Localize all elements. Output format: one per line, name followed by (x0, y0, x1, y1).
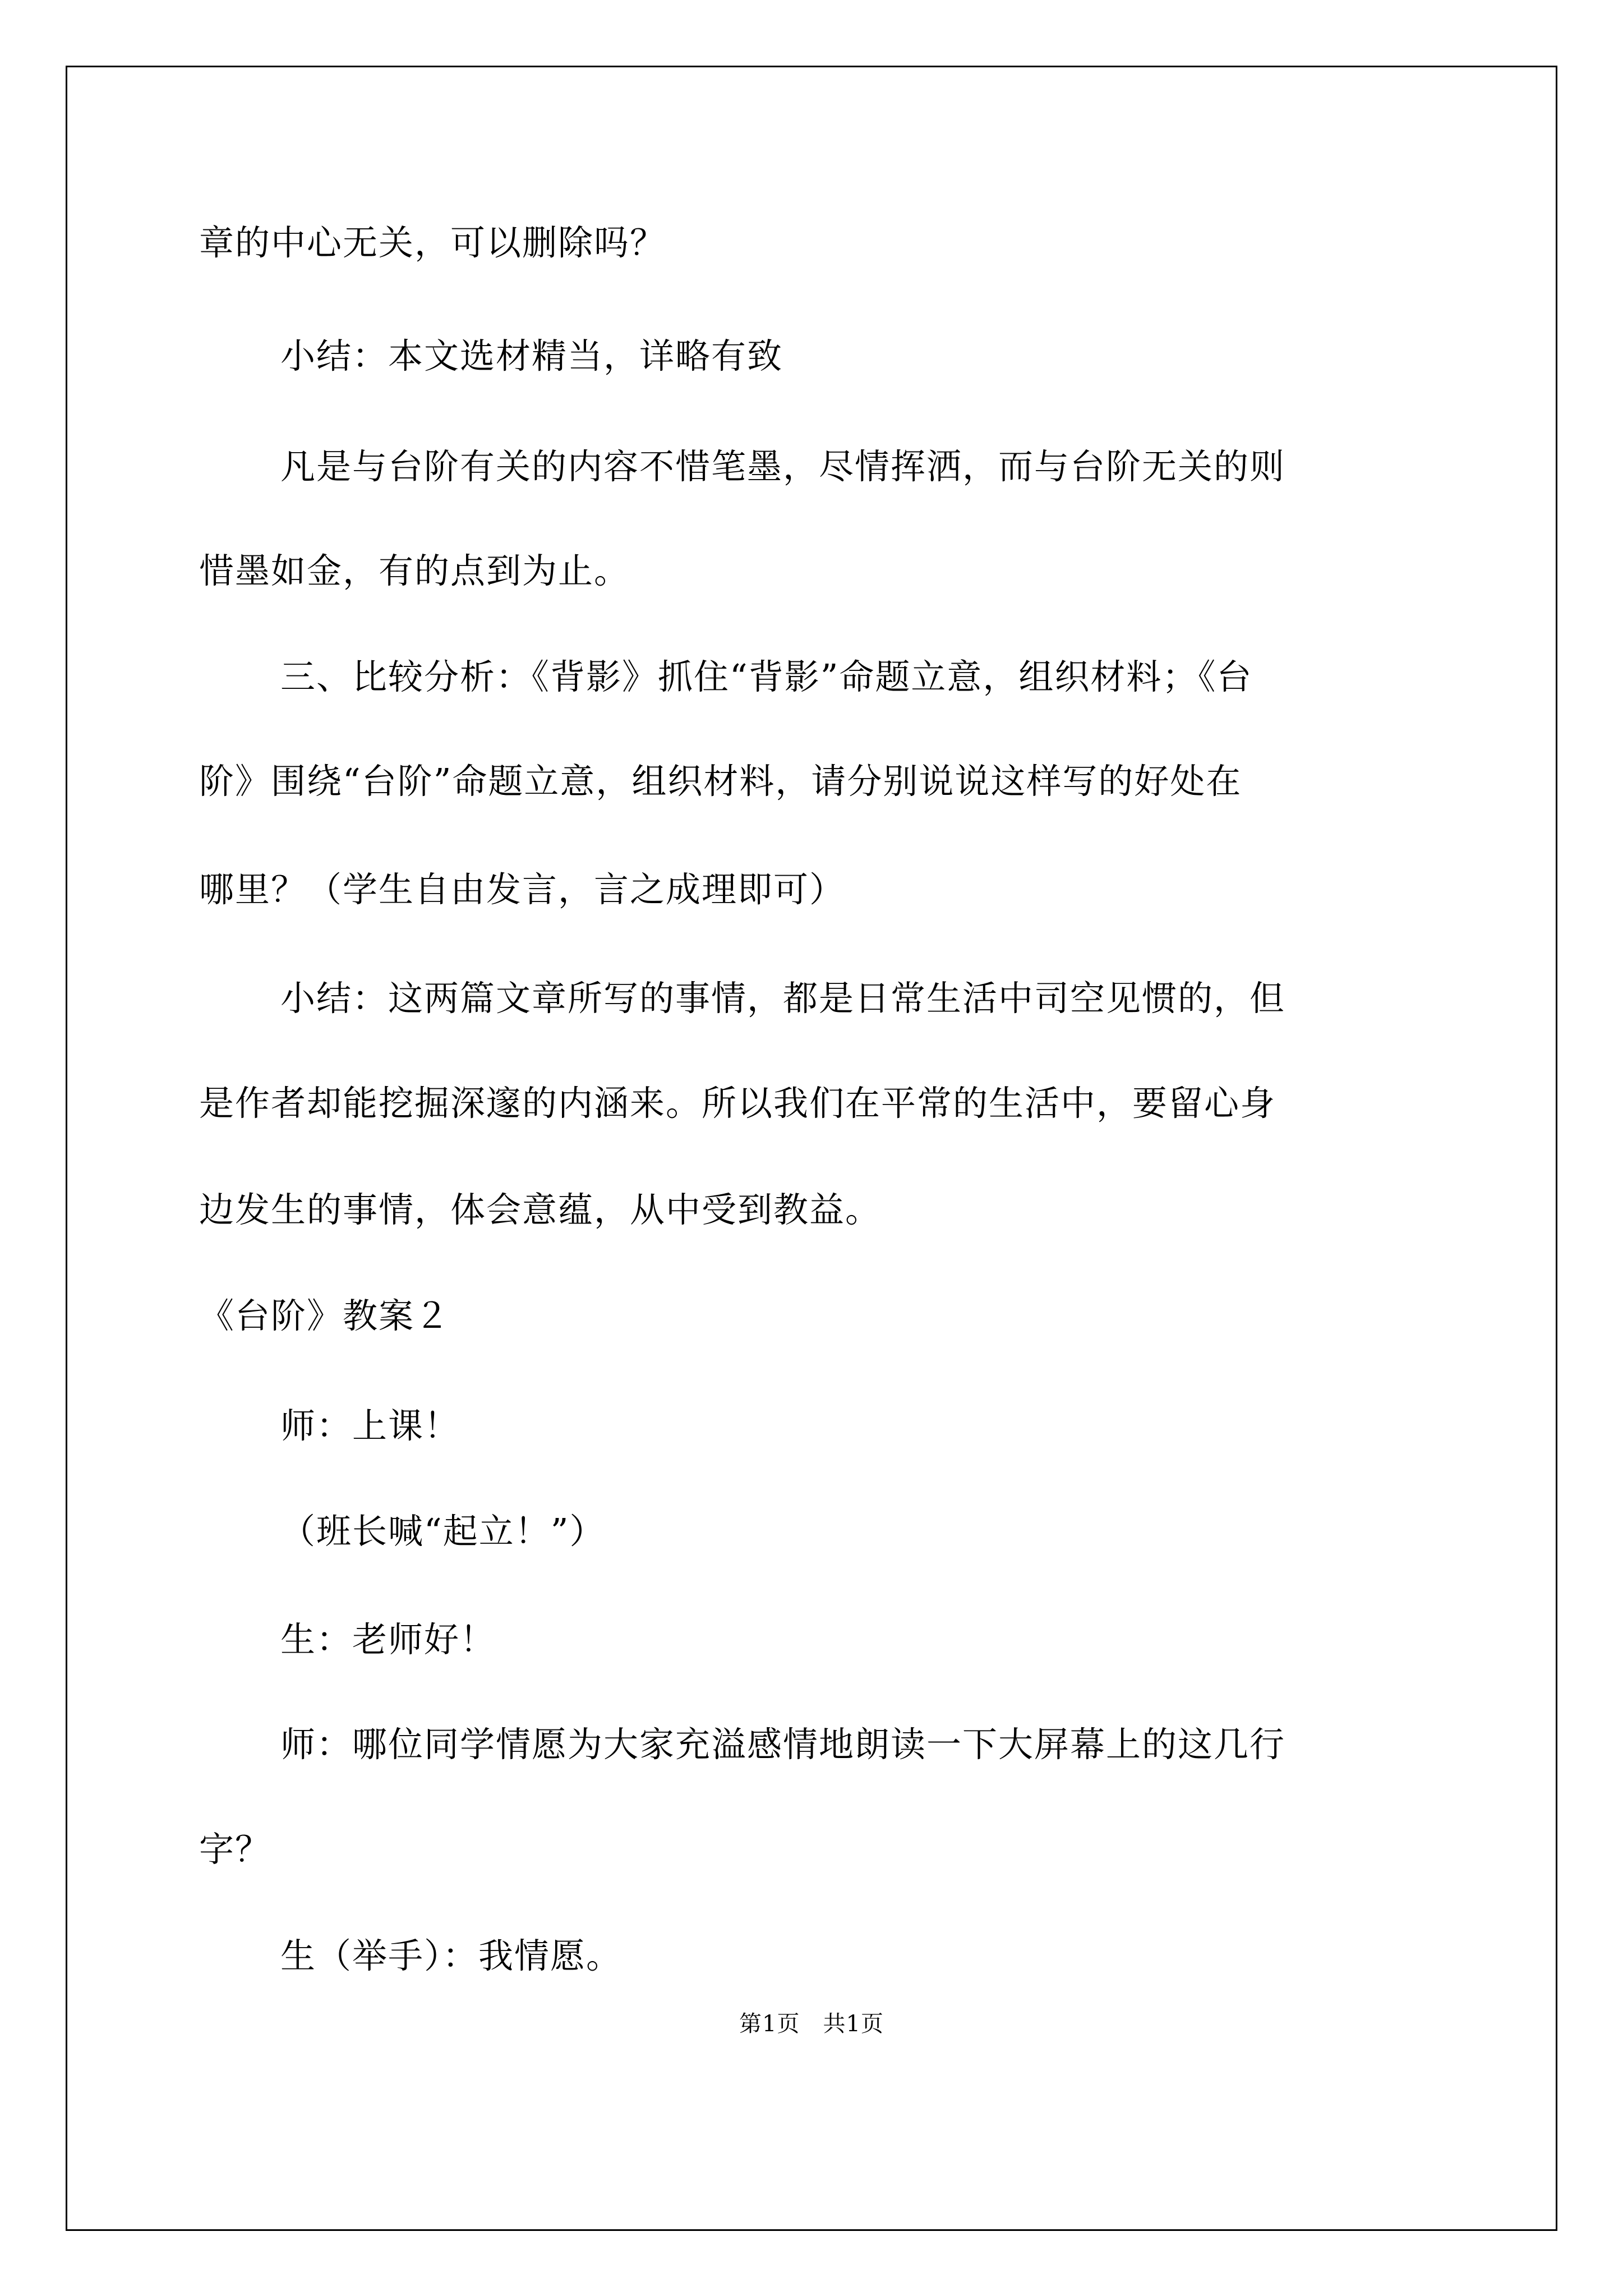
page-number: 第1页 共1页 (739, 2011, 884, 2037)
text-line: 是作者却能挖掘深邃的内涵来。所以我们在平常的生活中，要留心身 (199, 1083, 1276, 1124)
text-line: 字？ (199, 1829, 271, 1870)
dialogue-line: 生（举手）：我情愿。 (280, 1935, 623, 1976)
page-border (66, 66, 1557, 2231)
dialogue-line: 师：上课！ (280, 1405, 460, 1446)
text-line: 边发生的事情，体会意蕴，从中受到教益。 (199, 1189, 882, 1230)
summary-line: 小结：本文选材精当，详略有致 (280, 335, 783, 376)
section-heading-line: 三、比较分析：《背影》抓住“背影”命题立意，组织材料；《台 (280, 656, 1253, 697)
summary-line: 小结：这两篇文章所写的事情，都是日常生活中司空见惯的，但 (280, 978, 1286, 1019)
section-title: 《台阶》教案２ (199, 1295, 451, 1336)
dialogue-line: 师：哪位同学情愿为大家充溢感情地朗读一下大屏幕上的这几行 (280, 1724, 1286, 1765)
text-line: 哪里？（学生自由发言，言之成理即可） (199, 869, 846, 910)
text-line: 惜墨如金，有的点到为止。 (199, 550, 630, 591)
text-line: 阶》围绕“台阶”命题立意，组织材料，请分别说说这样写的好处在 (199, 761, 1242, 802)
text-line: 章的中心无关，可以删除吗？ (199, 222, 666, 263)
text-line: 凡是与台阶有关的内容不惜笔墨，尽情挥洒，而与台阶无关的则 (280, 446, 1286, 487)
dialogue-line: 生：老师好！ (280, 1619, 496, 1660)
dialogue-line: （班长喊“起立！”） (280, 1511, 606, 1552)
